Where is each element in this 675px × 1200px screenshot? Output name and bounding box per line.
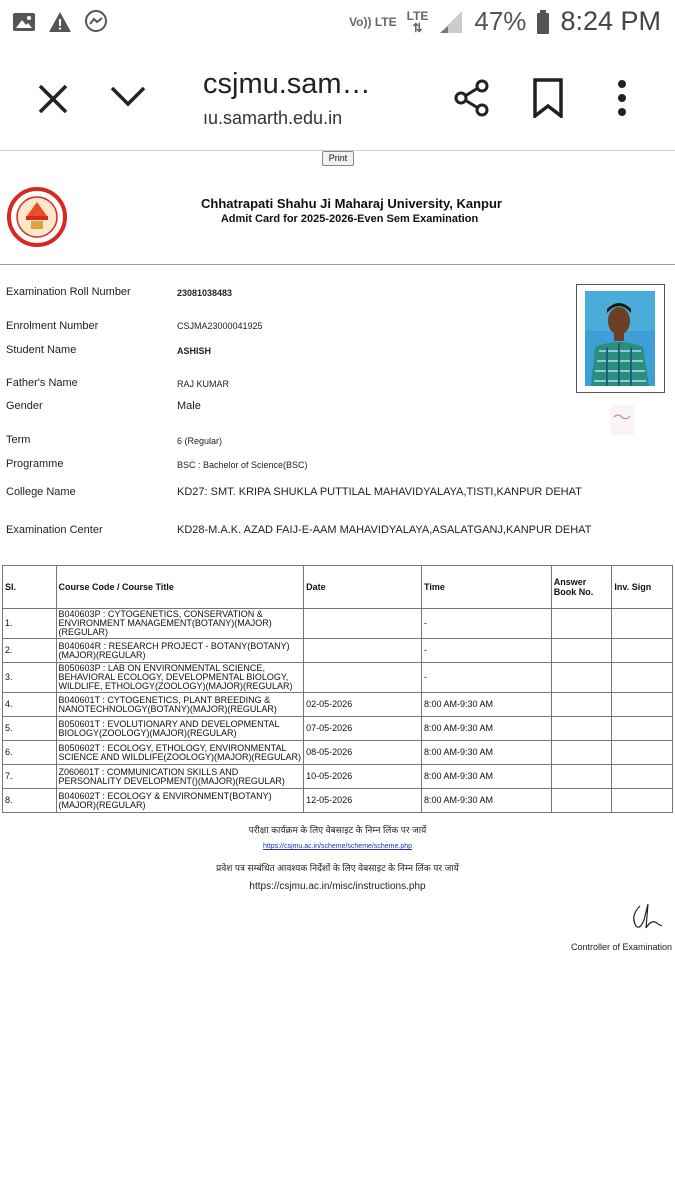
warning-icon: [48, 10, 72, 34]
row-date: 12-05-2026: [304, 789, 422, 813]
row-sl: 4.: [3, 693, 57, 717]
row-course: B050602T : ECOLOGY, ETHOLOGY, ENVIRONMENTAL SCIENCE AND WILDLIFE(ZOOLOGY)(MAJOR)(REGULAR): [56, 741, 304, 765]
row-date: [304, 639, 422, 663]
row-sl: 8.: [3, 789, 57, 813]
row-date: 02-05-2026: [304, 693, 422, 717]
table-row: [3, 663, 673, 693]
exam-center-value: KD28-M.A.K. AZAD FAIJ-E-AAM MAHAVIDYALAYA,ASALATGANJ,KANPUR DEHAT: [177, 524, 592, 536]
course-table: [2, 565, 673, 813]
more-vert-icon[interactable]: [612, 78, 632, 118]
lte-indicator: LTE ⇅: [406, 8, 429, 35]
row-date: 08-05-2026: [304, 741, 422, 765]
close-icon[interactable]: [36, 82, 70, 116]
row-inv-sign: [612, 693, 673, 717]
network-indicator: Vo)) LTE: [349, 14, 397, 29]
row-date: 07-05-2026: [304, 717, 422, 741]
college-value: KD27: SMT. KRIPA SHUKLA PUTTILAL MAHAVIDYALAYA,TISTI,KANPUR DEHAT: [177, 486, 582, 498]
row-time: 8:00 AM-9:30 AM: [422, 789, 552, 813]
col-sl: Sl.: [3, 566, 57, 609]
term-label: Term: [6, 434, 31, 446]
row-answer-book: [551, 789, 612, 813]
student-name-value: ASHISH: [177, 346, 212, 356]
row-sl: 3.: [3, 663, 57, 693]
row-answer-book: [551, 639, 612, 663]
row-answer-book: [551, 741, 612, 765]
row-answer-book: [551, 693, 612, 717]
browser-toolbar: [0, 46, 675, 151]
row-answer-book: [551, 765, 612, 789]
roll-number-value: 23081038483: [177, 288, 233, 298]
exam-center-label: Examination Center: [6, 524, 103, 536]
scheme-link[interactable]: https://csjmu.ac.in/scheme/scheme/scheme.php: [262, 843, 412, 850]
row-date: [304, 663, 422, 693]
url-text[interactable]: ıu.samarth.edu.in: [203, 108, 343, 128]
print-button[interactable]: Print: [322, 151, 354, 166]
row-course: B040601T : CYTOGENETICS, PLANT BREEDING & NANOTECHNOLOGY(BOTANY)(MAJOR)(REGULAR): [56, 693, 304, 717]
row-answer-book: [551, 609, 612, 639]
row-answer-book: [551, 717, 612, 741]
table-row: [3, 639, 673, 663]
row-sl: 5.: [3, 717, 57, 741]
divider: [0, 264, 675, 265]
row-time: 8:00 AM-9:30 AM: [422, 741, 552, 765]
col-time: Time: [422, 566, 552, 609]
row-sl: 7.: [3, 765, 57, 789]
row-inv-sign: [612, 765, 673, 789]
bookmark-icon[interactable]: [532, 78, 564, 118]
admit-card-title: Admit Card for 2025-2026-Even Sem Examination: [220, 213, 479, 225]
table-row: [3, 609, 673, 639]
row-inv-sign: [612, 663, 673, 693]
row-date: 10-05-2026: [304, 765, 422, 789]
row-inv-sign: [612, 741, 673, 765]
row-inv-sign: [612, 717, 673, 741]
roll-number-label: Examination Roll Number: [6, 286, 131, 298]
college-label: College Name: [6, 486, 76, 498]
row-sl: 1.: [3, 609, 57, 639]
page-title: csjmu.sam…: [203, 68, 371, 100]
messenger-icon: [84, 10, 108, 34]
row-course: Z060601T : COMMUNICATION SKILLS AND PERSONALITY DEVELOPMENT()(MAJOR)(REGULAR): [56, 765, 304, 789]
row-course: B050603P : LAB ON ENVIRONMENTAL SCIENCE, BEHAVIORAL ECOLOGY, DEVELOPMENTAL BIOLOGY, WILDLIFE, ETHOLOGY(ZOOLOGY)(MAJOR)(REGULAR): [56, 663, 304, 693]
row-time: -: [422, 663, 552, 693]
row-course: B040602T : ECOLOGY & ENVIRONMENT(BOTANY)(MAJOR)(REGULAR): [56, 789, 304, 813]
controller-signature: [628, 900, 664, 934]
row-sl: 6.: [3, 741, 57, 765]
notification-icons: [12, 10, 108, 34]
table-header-row: [3, 566, 673, 609]
col-date: Date: [304, 566, 422, 609]
row-date: [304, 609, 422, 639]
student-photo: [585, 291, 655, 386]
row-inv-sign: [612, 609, 673, 639]
row-time: -: [422, 639, 552, 663]
gender-value: Male: [177, 400, 201, 412]
row-course: B040604R : RESEARCH PROJECT - BOTANY(BOTANY)(MAJOR)(REGULAR): [56, 639, 304, 663]
table-row: [3, 789, 673, 813]
programme-label: Programme: [6, 458, 64, 470]
battery-percent: 47%: [474, 6, 527, 36]
instructions-link[interactable]: https://csjmu.ac.in/misc/instructions.php: [249, 881, 426, 892]
row-time: 8:00 AM-9:30 AM: [422, 693, 552, 717]
gender-label: Gender: [6, 400, 43, 412]
enrolment-label: Enrolment Number: [6, 320, 99, 332]
row-inv-sign: [612, 789, 673, 813]
signal-icon: [438, 11, 464, 33]
chevron-down-icon[interactable]: [108, 80, 148, 114]
father-name-value: RAJ KUMAR: [177, 379, 230, 389]
image-icon: [12, 10, 36, 34]
instructions-note: प्रवेश पत्र सम्बंधित आवश्यक निर्देशों के लिए वेबसाइट के निम्न लिंक पर जायें: [216, 863, 459, 873]
scheme-note: परीक्षा कार्यक्रम के लिए वेबसाइट के निम्न लिंक पर जायें: [248, 825, 427, 835]
enrolment-value: CSJMA23000041925: [177, 321, 263, 331]
battery-icon: [536, 10, 550, 34]
row-course: B050601T : EVOLUTIONARY AND DEVELOPMENTAL BIOLOGY(ZOOLOGY)(MAJOR)(REGULAR): [56, 717, 304, 741]
col-answer-book: Answer Book No.: [551, 566, 612, 609]
programme-value: BSC : Bachelor of Science(BSC): [177, 460, 308, 470]
clock: 8:24 PM: [560, 6, 661, 36]
student-photo-frame: [576, 284, 665, 393]
controller-label: Controller of Examination: [571, 942, 673, 952]
term-value: 6 (Regular): [177, 436, 223, 446]
table-row: [3, 741, 673, 765]
row-time: 8:00 AM-9:30 AM: [422, 765, 552, 789]
row-inv-sign: [612, 639, 673, 663]
row-time: -: [422, 609, 552, 639]
status-bar: [0, 0, 675, 46]
row-sl: 2.: [3, 639, 57, 663]
share-icon[interactable]: [452, 78, 492, 118]
col-course: Course Code / Course Title: [56, 566, 304, 609]
university-name: Chhatrapati Shahu Ji Maharaj University, Kanpur: [201, 196, 502, 211]
row-answer-book: [551, 663, 612, 693]
student-name-label: Student Name: [6, 344, 77, 356]
student-signature-image: [610, 405, 634, 435]
father-name-label: Father's Name: [6, 377, 78, 389]
row-time: 8:00 AM-9:30 AM: [422, 717, 552, 741]
col-inv-sign: Inv. Sign: [612, 566, 673, 609]
table-row: [3, 693, 673, 717]
row-course: B040603P : CYTOGENETICS, CONSERVATION & ENVIRONMENT MANAGEMENT(BOTANY)(MAJOR)(REGULAR): [56, 609, 304, 639]
table-row: [3, 765, 673, 789]
table-row: [3, 717, 673, 741]
